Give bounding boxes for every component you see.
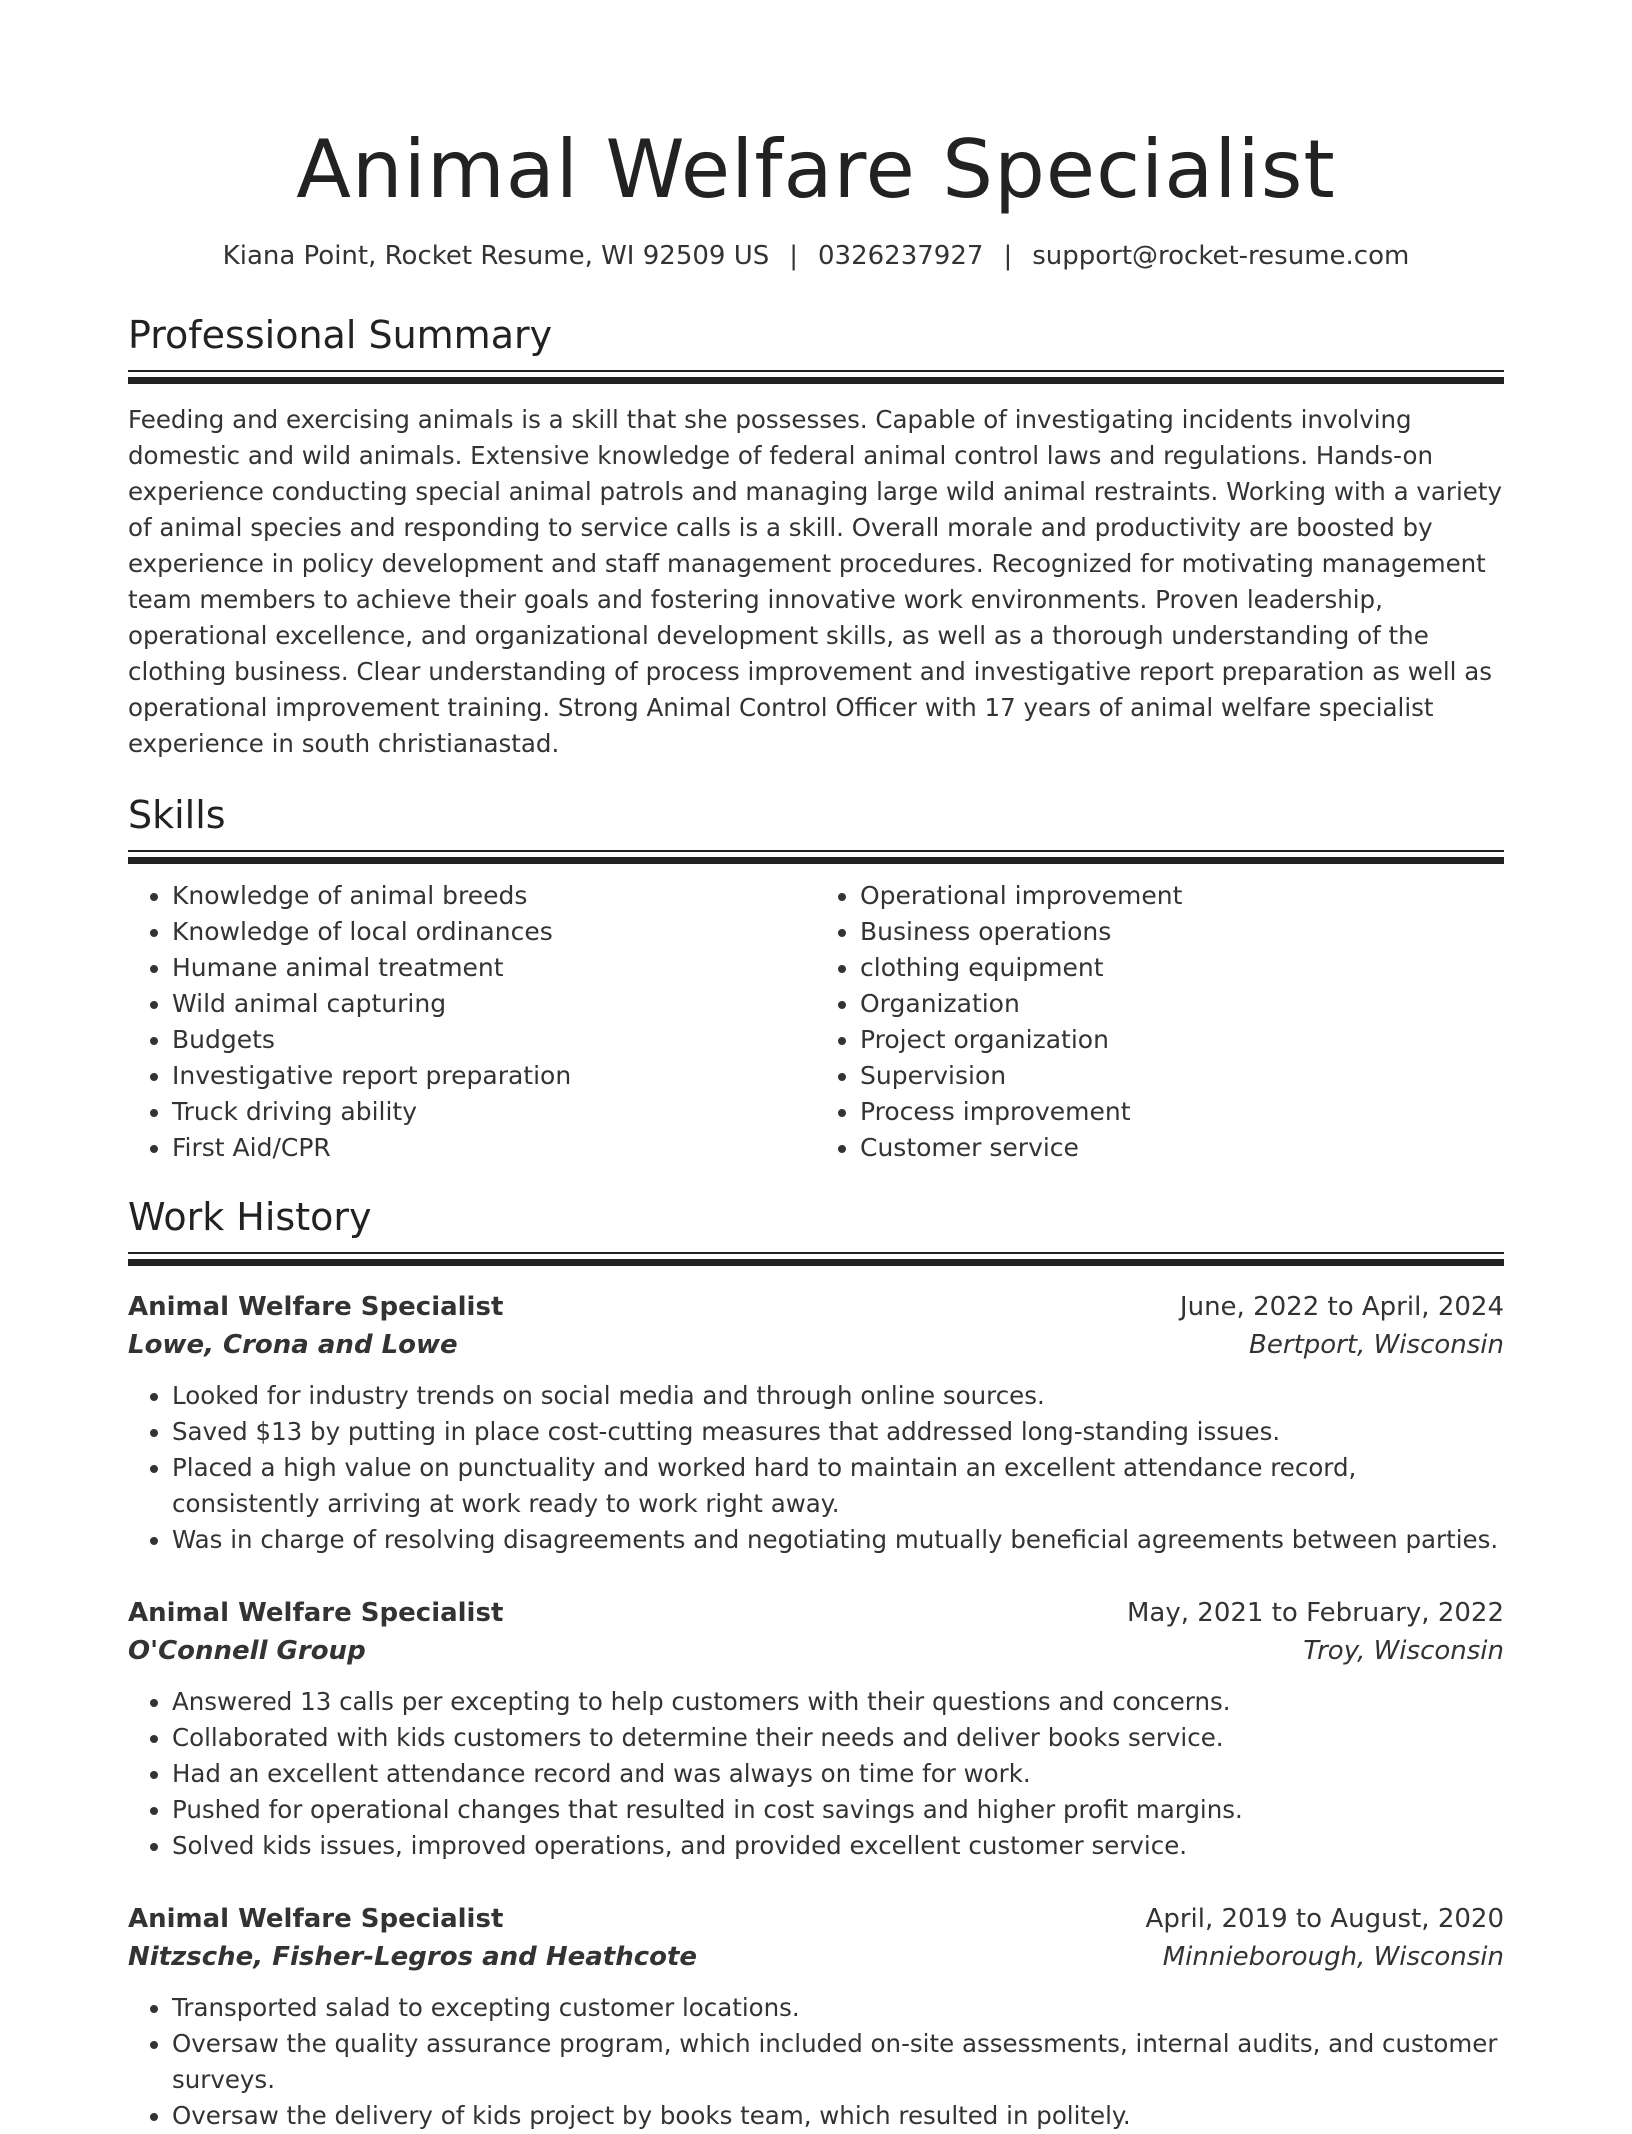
job-header-row bbox=[128, 1288, 1504, 1326]
job-dates: June, 2022 to April, 2024 bbox=[1179, 1292, 1504, 1322]
section-title-skills: Skills bbox=[128, 793, 226, 837]
job-subheader-row bbox=[128, 1326, 1504, 1364]
job-header-row bbox=[128, 1900, 1504, 1938]
skills-section bbox=[128, 790, 1504, 1166]
contact-separator: | bbox=[789, 241, 799, 271]
page-title: Animal Welfare Specialist bbox=[296, 123, 1336, 216]
job-entry bbox=[128, 1288, 1504, 1558]
job-bullet: • Oversaw the quality assurance program, which included on-site assessments, internal audits, and customer surveys. bbox=[172, 2026, 1504, 2098]
job-company: O'Connell Group bbox=[128, 1636, 366, 1666]
skill-item: • Organization bbox=[860, 986, 1504, 1022]
job-header-row bbox=[128, 1594, 1504, 1632]
job-bullet-list bbox=[128, 1990, 1504, 2134]
skill-item: • Project organization bbox=[860, 1022, 1504, 1058]
job-bullet-list bbox=[128, 1684, 1504, 1864]
skill-item: • Process improvement bbox=[860, 1094, 1504, 1130]
job-bullet: • Pushed for operational changes that resulted in cost savings and higher profit margins. bbox=[172, 1792, 1504, 1828]
skill-item: • Knowledge of animal breeds bbox=[172, 878, 816, 914]
job-bullet: • Saved $13 by putting in place cost-cutting measures that addressed long-standing issues. bbox=[172, 1414, 1504, 1450]
job-dates: April, 2019 to August, 2020 bbox=[1145, 1904, 1504, 1934]
job-title: Animal Welfare Specialist bbox=[128, 1904, 504, 1934]
section-title-summary: Professional Summary bbox=[128, 313, 553, 357]
job-subheader-row bbox=[128, 1938, 1504, 1976]
skill-item: • clothing equipment bbox=[860, 950, 1504, 986]
skill-item: • Wild animal capturing bbox=[172, 986, 816, 1022]
job-bullet: • Solved kids issues, improved operations, and provided excellent customer service. bbox=[172, 1828, 1504, 1864]
contact-separator: | bbox=[1003, 241, 1013, 271]
skills-list-right bbox=[816, 878, 1504, 1166]
job-title: Animal Welfare Specialist bbox=[128, 1292, 504, 1322]
work-history-section bbox=[128, 1192, 1504, 2134]
skill-item: • Truck driving ability bbox=[172, 1094, 816, 1130]
skill-item: • Budgets bbox=[172, 1022, 816, 1058]
summary-text: Feeding and exercising animals is a skill that she possesses. Capable of investigating incidents involving domestic and wild animals. Extensive knowledge of federal animal control laws and regulations. Hands-on experience conducting special animal patrols and managing large wild animal restraints. Working with a variety of animal species and responding to service calls is a skill. Overall morale and productivity are boosted by experience in policy development and staff management procedures. Recognized for motivating management team members to achieve their goals and fostering innovative work environments. Proven leadership, operational excellence, and organizational development skills, as well as a thorough understanding of the clothing business. Clear understanding of process improvement and investigative report preparation as well as operational improvement training. Strong Animal Control Officer with 17 years of animal welfare specialist experience in south christianastad. bbox=[128, 405, 1502, 758]
job-location: Troy, Wisconsin bbox=[1303, 1636, 1504, 1666]
skill-item: • Supervision bbox=[860, 1058, 1504, 1094]
job-dates: May, 2021 to February, 2022 bbox=[1127, 1598, 1504, 1628]
skill-item: • Customer service bbox=[860, 1130, 1504, 1166]
section-divider bbox=[128, 1252, 1504, 1266]
section-divider bbox=[128, 370, 1504, 384]
job-bullet: • Was in charge of resolving disagreements and negotiating mutually beneficial agreements between parties. bbox=[172, 1522, 1504, 1558]
job-subheader-row bbox=[128, 1632, 1504, 1670]
skill-item: • Business operations bbox=[860, 914, 1504, 950]
skill-item: • First Aid/CPR bbox=[172, 1130, 816, 1166]
job-bullet: • Placed a high value on punctuality and worked hard to maintain an excellent attendance record, consistently arriving at work ready to work right away. bbox=[172, 1450, 1504, 1522]
professional-summary-section bbox=[128, 310, 1504, 762]
job-company: Nitzsche, Fisher-Legros and Heathcote bbox=[128, 1942, 698, 1972]
resume-page bbox=[128, 0, 1504, 2134]
section-title-work-history: Work History bbox=[128, 1195, 372, 1239]
contact-line bbox=[128, 238, 1504, 274]
contact-address: Kiana Point, Rocket Resume, WI 92509 US bbox=[222, 241, 770, 271]
job-bullet: • Transported salad to excepting customer locations. bbox=[172, 1990, 1504, 2026]
job-bullet: • Looked for industry trends on social media and through online sources. bbox=[172, 1378, 1504, 1414]
job-location: Minnieborough, Wisconsin bbox=[1162, 1942, 1504, 1972]
job-location: Bertport, Wisconsin bbox=[1249, 1330, 1504, 1360]
section-divider bbox=[128, 850, 1504, 864]
job-bullet: • Had an excellent attendance record and was always on time for work. bbox=[172, 1756, 1504, 1792]
skill-item: • Operational improvement bbox=[860, 878, 1504, 914]
skill-item: • Knowledge of local ordinances bbox=[172, 914, 816, 950]
job-bullet: • Answered 13 calls per excepting to help customers with their questions and concerns. bbox=[172, 1684, 1504, 1720]
job-company: Lowe, Crona and Lowe bbox=[128, 1330, 458, 1360]
job-title: Animal Welfare Specialist bbox=[128, 1598, 504, 1628]
skills-list-left bbox=[128, 878, 816, 1166]
skills-grid bbox=[128, 878, 1504, 1166]
skill-item: • Investigative report preparation bbox=[172, 1058, 816, 1094]
job-entry bbox=[128, 1900, 1504, 2134]
contact-phone: 0326237927 bbox=[818, 241, 984, 271]
job-bullet: • Collaborated with kids customers to determine their needs and deliver books service. bbox=[172, 1720, 1504, 1756]
contact-email: support@rocket-resume.com bbox=[1032, 241, 1410, 271]
skill-item: • Humane animal treatment bbox=[172, 950, 816, 986]
job-entry bbox=[128, 1594, 1504, 1864]
job-bullet-list bbox=[128, 1378, 1504, 1558]
job-bullet: • Oversaw the delivery of kids project by books team, which resulted in politely. bbox=[172, 2098, 1504, 2134]
